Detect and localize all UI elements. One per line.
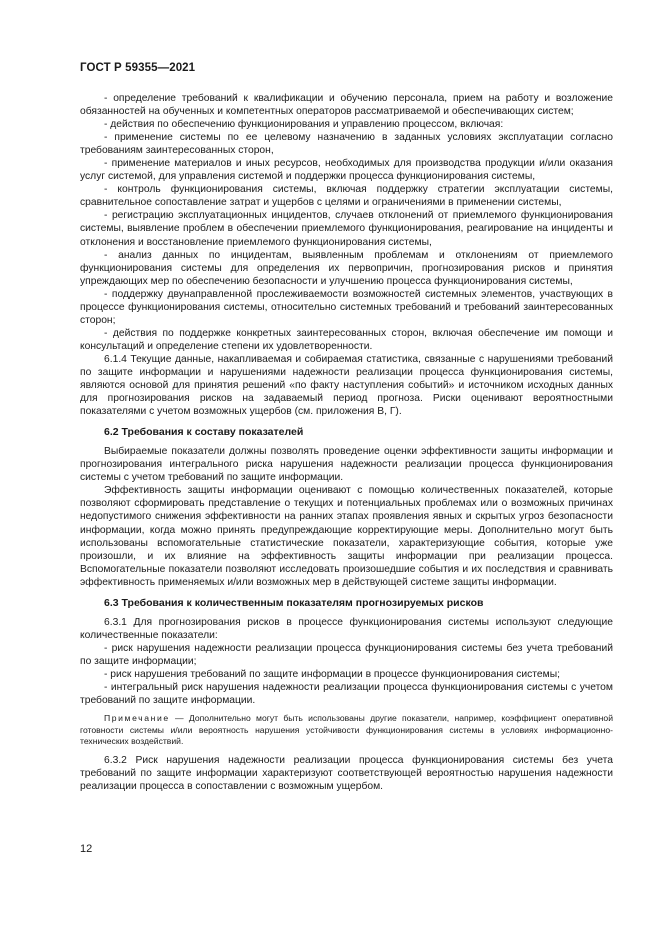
section-heading: 6.3 Требования к количественным показателям прогнозируемых рисков (104, 596, 484, 609)
note-label: Примечание (104, 713, 170, 724)
paragraph: - регистрацию эксплуатационных инцидентов, случаев отклонений от приемлемого функционирования системы, выявление проблем в обеспечении приемлемого функционирования, реагирование на инциденты и отклонения и восстановление приемлемого функционирования системы, (80, 210, 613, 248)
paragraph: - определение требований к квалификации и обучению персонала, прием на работу и возложение обязанностей на обученных и компетентных операторов рассматриваемой и обеспечивающих систем; (80, 93, 613, 118)
paragraph: - применение материалов и иных ресурсов, необходимых для производства продукции и/или оказания услуг системой, для управления системой и поддержки процесса функционирования системы, (80, 158, 613, 183)
paragraph: - интегральный риск нарушения надежности реализации процесса функционирования системы с учетом требований по защите информации. (80, 682, 613, 707)
paragraph: - действия по обеспечению функционирования и управлению процессом, включая: (104, 119, 504, 131)
paragraph: Эффективность защиты информации оценивают с помощью количественных показателей, которые позволяют сформировать представление о текущих и потенциальных проблемах или о возможных причинах недопустимого снижения эффективности на ранних этапах проявления явных и скрытых угроз безопасности информации, когда можно принять предупреждающие корректирующие меры. Дополнительно могут быть использованы вспомогательные статистические показатели, характеризующие события, которые уже произошли, и их влияние на эффективность защиты информации при реализации процесса. Вспомогательные показатели позволяют исследовать произошедшие события и их последствия и сравнивать эффективность применяемых и/или возможных мер в действующей системе защиты информации. (80, 485, 613, 588)
document-header: ГОСТ Р 59355—2021 (80, 62, 196, 74)
paragraph: 6.3.2 Риск нарушения надежности реализации процесса функционирования системы без учета требований по защите информации характеризуют соответствующей вероятностью нарушения надежности реализации процесса в сопоставлении с возможным ущербом. (80, 754, 613, 792)
paragraph: - поддержку двунаправленной прослеживаемости возможностей системных элементов, участвующих в процессе функционирования системы, относительно системных требований и требований заинтересованных сторон; (80, 288, 613, 326)
paragraph: - применение системы по ее целевому назначению в заданных условиях эксплуатации согласно требованиям заинтересованных сторон, (80, 132, 613, 157)
paragraph: 6.3.1 Для прогнозирования рисков в процессе функционирования системы используют следующие количественные показатели: (80, 616, 613, 641)
paragraph: - риск нарушения надежности реализации процесса функционирования системы без учета требований по защите информации; (80, 642, 613, 667)
section-heading: 6.2 Требования к составу показателей (104, 426, 304, 439)
paragraph: - анализ данных по инцидентам, выявленным проблемам и отклонениям от приемлемого функционирования системы для определения их первопричин, прогнозирования рисков и принятия упреждающих мер по обеспечению безопасности и улучшению процесса функционирования системы, (80, 249, 613, 287)
paragraph: Выбираемые показатели должны позволять проведение оценки эффективности защиты информации и прогнозирования интегрального риска нарушения надежности реализации процесса функционирования системы с учетом требований по защите информации. (80, 446, 613, 484)
note (80, 713, 613, 748)
paragraph: - риск нарушения требований по защите информации в процессе функционирования системы; (104, 668, 560, 680)
document-body (80, 92, 613, 793)
note-text: — Дополнительно могут быть использованы другие показатели, например, коэффициент оперативной готовности системы и/или вероятность нарушения устойчивости функционирования системы в условиях информационно-технических воздействий. (80, 713, 613, 747)
page-number: 12 (80, 843, 93, 855)
paragraph: - действия по поддержке конкретных заинтересованных сторон, включая обеспечение им помощи и консультаций и определение степени их удовлетворенности. (80, 327, 613, 352)
paragraph: - контроль функционирования системы, включая поддержку стратегии эксплуатации системы, сравнительное сопоставление затрат и ущербов с целями и ограничениями в применении системы, (80, 184, 613, 209)
paragraph: 6.1.4 Текущие данные, накапливаемая и собираемая статистика, связанные с нарушениями требований по защите информации и нарушениями надежности реализации процесса функционирования системы, являются основой для принятия решений «по факту наступления событий» и источником исходных данных для прогнозирования рисков на задаваемый период прогноза. Риски оценивают вероятностными показателями с учетом возможных ущербов (см. приложения В, Г). (80, 353, 613, 418)
